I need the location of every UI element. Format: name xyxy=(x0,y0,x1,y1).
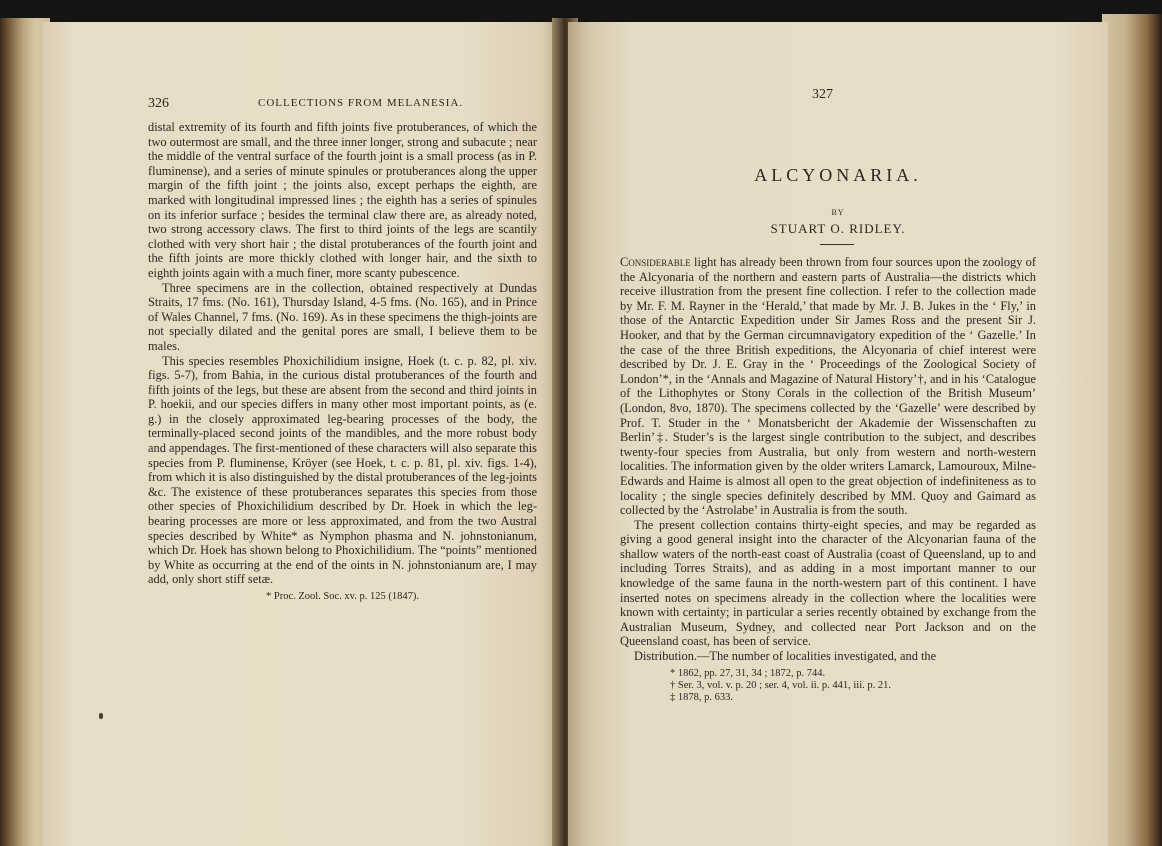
right-footnotes xyxy=(620,668,1036,704)
left-body-text xyxy=(148,120,537,603)
left-paragraph-2: Three specimens are in the collection, obtained respectively at Dundas Straits, 17 fms. (No. 161), Thursday Island, 4-5 fms. (No. 165), and in Prince of Wales Channel, 7 fms. (No. 169). As in these specimens the thigh-joints are not specially dilated and the genital pores are small, I believe them to be males. xyxy=(148,280,537,353)
right-footnote-2: † Ser. 3, vol. v. p. 20 ; ser. 4, vol. ii. p. 441, iii. p. 21. xyxy=(670,679,891,691)
right-paragraph-2: The present collection contains thirty-eight species, and may be regarded as giving a good general insight into the character of the Alcyonarian fauna of the shallow waters of the north-east coast of Australia (coast of Queensland, up to and including Torres Straits), and as adding in a most important manner to our knowledge of the same fauna in the north-western part of this continent. I have inserted notes on specimens already in the collection where the localities were known with certainty; in particular a series recently obtained by exchange from the Australian Museum, Sydney, and collected near Port Jackson and on the Queensland coast, has been of service. xyxy=(620,517,1036,649)
left-running-head: COLLECTIONS FROM MELANESIA. xyxy=(258,97,464,109)
chapter-title: ALCYONARIA. xyxy=(754,165,922,185)
page-speck xyxy=(99,713,103,719)
left-paragraph-1: distal extremity of its fourth and fifth joints five protuberances, of which the two outermost are small, and the three inner longer, strong and subacute ; near the middle of the ventral surface of the fourth joint is a small process (as in P. fluminense), and a series of minute spinules or protuberances along the upper margin of the fifth joint ; the joints also, except perhaps the eighth, are marked with longitudinal impressed lines ; the eighth has a series of spinules on its inferior surface ; besides the terminal claw there are, as already noted, two strong accessory claws. The first to third joints of the legs are scantily clothed with very short hair ; the distal protuberances of the fourth joint and the fifth joints are more thickly clothed with longer hair, and the sixth to eighth joints again with a much finer, more scanty pubescence. xyxy=(148,120,537,280)
right-body-text xyxy=(620,255,1036,704)
right-footnote-1: * 1862, pp. 27, 31, 34 ; 1872, p. 744. xyxy=(670,667,826,679)
right-page-number: 327 xyxy=(812,87,833,102)
left-paragraph-3: This species resembles Phoxichilidium insigne, Hoek (t. c. p. 82, pl. xiv. figs. 5-7), from Bahia, in the curious distal protuberances of the fourth and fifth joints of the legs, but these are absent from the second and third joints in P. hoekii, and our species differs in many other most important points, as (e. g.) in the closely approximated leg-bearing processes of the body, the terminally-placed second joints of the mandibles, and the more robust body and appendages. The first-mentioned of these characters will also separate this species from P. fluminense, Kröyer (see Hoek, t. c. p. 81, pl. xiv. figs. 1-4), from which it is also distinguished by the distal protuberances of the leg-joints &c. The existence of these protuberances separates this species from those other species of Phoxichilidium described by Dr. Hoek in which the leg-bearing processes are more or less approximated, and from the two Austral species described by White* as Nymphon phasma and N. johnstonianum, which Dr. Hoek has shown belong to Phoxichilidium. The “points” mentioned by White as occurring at the end of the oints in N. johnstonianum are, I may add, only short stiff setæ. xyxy=(148,353,537,587)
author-name: STUART O. RIDLEY. xyxy=(770,221,906,236)
title-rule xyxy=(820,244,854,245)
right-paragraph-1-text: light has already been thrown from four sources upon the zoology of the Alcyonaria of the northern and eastern parts of Australia—the districts which receive illustration from the present fine collection. I refer to the collection made by Mr. F. M. Rayner in the ‘Herald,’ that made by Mr. J. B. Jukes in the ‘ Fly,’ in those of the Antarctic Expedition under Sir James Ross and the present Sir J. Hooker, and that by the German circumnavigatory expedition of the ‘ Gazelle.’ In the case of the three British expeditions, the Alcyonaria of chief interest were described by Dr. J. E. Gray in the ‘ Proceedings of the Zoological Society of London’*, in the ‘Annals and Magazine of Natural History’†, and in his ‘Catalogue of the Lithophytes or Stony Corals in the collection of the British Museum’ (London, 8vo, 1870). The specimens collected by the ‘Gazelle’ were described by Prof. T. Studer in the ‘ Monatsbericht der Akademie der Wissenschaften zu Berlin’‡. Studer’s is the largest single contribution to the subject, and describes twenty-four species from Australia, but only from western and north-western localities. The information given by the older writers Lamarck, Lamouroux, Milne-Edwards and Haime is almost all open to the great objection of indefiniteness as to locality ; the single species definitely described by MM. Quoy and Gaimard as collected by the ‘Astrolabe’ in Australia is from the south. xyxy=(620,255,1036,518)
left-page-number: 326 xyxy=(148,96,169,111)
by-line: BY xyxy=(831,208,845,217)
book-edge-right xyxy=(1102,14,1162,846)
lead-word: Considerable xyxy=(620,255,691,269)
right-paragraph-3: Distribution.—The number of localities investigated, and the xyxy=(634,649,937,664)
right-paragraph-1 xyxy=(620,255,1036,518)
right-footnote-3: ‡ 1878, p. 633. xyxy=(670,691,733,703)
left-footnote: * Proc. Zool. Soc. xv. p. 125 (1847). xyxy=(265,591,419,602)
